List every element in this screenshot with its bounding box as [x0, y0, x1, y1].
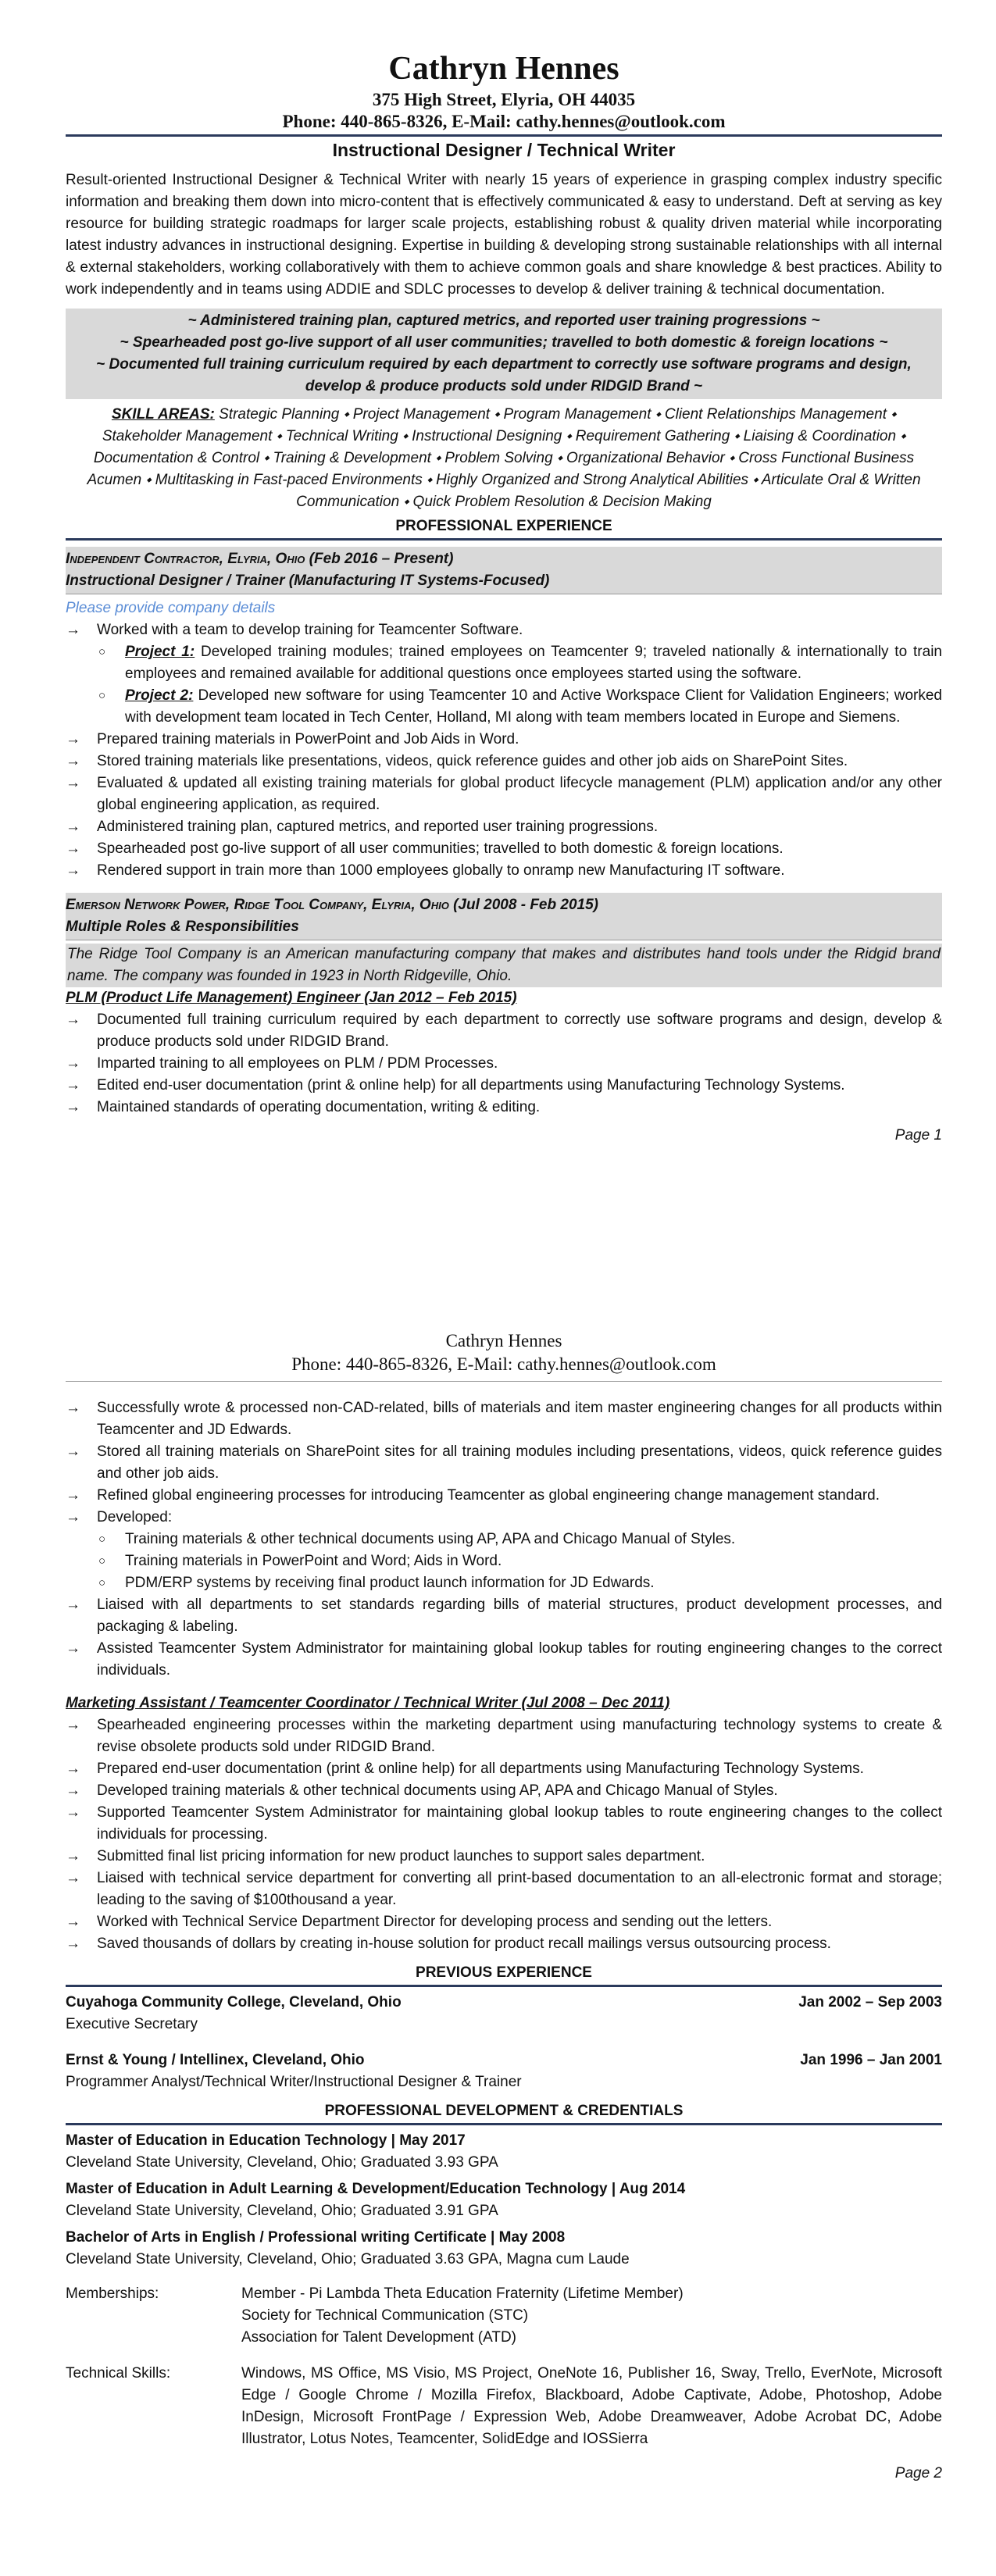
arrow-right-icon: → [66, 1487, 80, 1504]
previous-job [66, 1992, 942, 2035]
highlight: ~ Administered training plan, captured metrics, and reported user training progressions ~ [187, 312, 820, 329]
sub-role-title: PLM (Product Life Management) Engineer (Jan 2012 – Feb 2015) [66, 990, 517, 1006]
job-role: Multiple Roles & Responsibilities [66, 919, 299, 935]
resume-page-1 [66, 48, 942, 1147]
arrow-right-icon: → [66, 1804, 80, 1821]
degree: Master of Education in Education Technology | May 2017 [66, 2132, 466, 2149]
highlights-box [66, 309, 942, 399]
job-bullets [66, 619, 942, 641]
school: Cleveland State University, Cleveland, Ohio; Graduated 3.63 GPA, Magna cum Laude [66, 2251, 630, 2267]
section-heading-professional-experience: PROFESSIONAL EXPERIENCE [66, 516, 942, 541]
list-item: → Spearheaded engineering processes within the marketing department using manufacturing technology systems to create & revise obsolete products sold under RIDGID Brand. [66, 1714, 942, 1758]
arrow-right-icon: → [66, 1099, 80, 1115]
contact-line: Phone: 440-865-8326, E-Mail: cathy.hennes@outlook.com [66, 1353, 942, 1382]
technical-skills [66, 2363, 942, 2450]
arrow-right-icon: → [66, 1509, 80, 1525]
page-number: Page 1 [894, 1127, 942, 1144]
degree: Bachelor of Arts in English / Professional writing Certificate | May 2008 [66, 2229, 566, 2246]
arrow-right-icon: → [66, 1782, 80, 1799]
arrow-right-icon: → [66, 1077, 80, 1094]
list-item: → Successfully wrote & processed non-CAD-related, bills of materials and item master engineering changes for all products within Teamcenter and JD Edwards. [66, 1397, 942, 1441]
membership-item: Society for Technical Communication (STC) [241, 2307, 529, 2324]
arrow-right-icon: → [66, 1717, 80, 1733]
list-item: ○ Project 1: Developed training modules; trained employees on Teamcenter 9; traveled nationally & internationally to train employees and remained available for additional questions once employees started using the software. [66, 641, 942, 685]
list-item: → Prepared end-user documentation (print & online help) for all departments using Manufacturing Technology Systems. [66, 1758, 942, 1780]
arrow-right-icon: → [66, 1400, 80, 1416]
company-name: Emerson Network Power, Ridge Tool Company, Elyria, Ohio [66, 897, 449, 913]
candidate-name: Cathryn Hennes [388, 51, 619, 87]
degree: Master of Education in Adult Learning & Development/Education Technology | Aug 2014 [66, 2181, 686, 2197]
page-number: Page 2 [894, 2465, 942, 2481]
skills-text: Strategic Planning ⬩ Project Management ⬩ Program Management ⬩ Client Relationships Management ⬩ Stakeholder Management ⬩ Technical Writing ⬩ Instructional Designing ⬩ Requirement Gathering ⬩ Liaising & Coordination ⬩ Documentation & Control ⬩ Training & Development ⬩ Problem Solving ⬩ Organizational Behavior ⬩ Cross Functional Business Acumen ⬩ Multitasking in Fast-paced Environments ⬩ Highly Organized and Strong Analytical Abilities ⬩ Articulate Oral & Written Communication ⬩ Quick Problem Resolution & Decision Making [87, 406, 921, 510]
list-item: → Rendered support in train more than 1000 employees globally to onramp new Manufacturing IT software. [66, 860, 942, 882]
list-item: → Assisted Teamcenter System Administrator for maintaining global lookup tables for routing engineering changes to the correct individuals. [66, 1638, 942, 1682]
previous-title: Executive Secretary [66, 2016, 198, 2032]
address: 375 High Street, Elyria, OH 44035 [372, 90, 636, 109]
arrow-right-icon: → [66, 862, 80, 879]
previous-title: Programmer Analyst/Technical Writer/Instructional Designer & Trainer [66, 2074, 522, 2090]
arrow-right-icon: → [66, 731, 80, 747]
job-header [66, 547, 942, 594]
arrow-right-icon: → [66, 622, 80, 638]
arrow-right-icon: → [66, 1936, 80, 1952]
section-heading-development: PROFESSIONAL DEVELOPMENT & CREDENTIALS [66, 2101, 942, 2125]
list-item: → Prepared training materials in PowerPoint and Job Aids in Word. [66, 729, 942, 751]
membership-item: Member - Pi Lambda Theta Education Fraternity (Lifetime Member) [241, 2285, 684, 2302]
arrow-right-icon: → [66, 840, 80, 857]
arrow-right-icon: → [66, 753, 80, 769]
circle-outline-icon: ○ [98, 645, 106, 658]
list-item: → Edited end-user documentation (print & online help) for all departments using Manufacturing Technology Systems. [66, 1075, 942, 1097]
skills-label: SKILL AREAS: [111, 406, 215, 423]
summary: Result-oriented Instructional Designer & Technical Writer with nearly 15 years of experience in grasping complex industry specific information and breaking them down into micro-content that is effectively communicated & easy to understand. Deft at serving as key resource for building strategic roadmaps for larger scale projects, establishing robust & quality driven material while incorporating latest industry advances in instructional designing. Expertise in building & developing strong sustainable relationships with all internal & external stakeholders, working collaboratively with them to achieve common goals and share knowledge & best practices. Ability to work independently and in teams using ADDIE and SDLC processes to develop & deliver training & technical documentation. [66, 172, 942, 298]
list-item: → Submitted final list pricing information for new product launches to support sales department. [66, 1846, 942, 1868]
arrow-right-icon: → [66, 1011, 80, 1028]
developed-sublist [66, 1529, 942, 1594]
highlight: ~ Documented full training curriculum required by each department to correctly use software programs and design, develop & produce products sold under RIDGID Brand ~ [96, 356, 912, 394]
previous-job [66, 2050, 942, 2093]
education-entry [66, 2130, 942, 2174]
section-heading-previous-experience: PREVIOUS EXPERIENCE [66, 1963, 942, 1987]
candidate-name: Cathryn Hennes [445, 1331, 562, 1350]
technical-skills-label: Technical Skills: [66, 2365, 171, 2382]
education-entry [66, 2178, 942, 2222]
list-item: → Supported Teamcenter System Administrator for maintaining global lookup tables to route engineering changes to the collect individuals for processing. [66, 1802, 942, 1846]
list-item: ○ Training materials & other technical documents using AP, APA and Chicago Manual of Styles. [66, 1529, 942, 1550]
resume-page-2 [66, 1329, 942, 2485]
job-bullets [66, 1594, 942, 1682]
list-item: → Refined global engineering processes for introducing Teamcenter as global engineering change management standard. [66, 1485, 942, 1507]
technical-skills-list: Windows, MS Office, MS Visio, MS Project, OneNote 16, Publisher 16, Sway, Trello, EverNote, Microsoft Edge / Google Chrome / Mozilla Firefox, Blackboard, Adobe Captivate, Adobe, Photoshop, Adobe InDesign, Microsoft FrontPage / Expression Web, Adobe Dreamweaver, Adobe Acrobat DC, Adobe Illustrator, Lotus Notes, Teamcenter, SolidEdge and IOSSierra [241, 2365, 942, 2447]
list-item: → Imparted training to all employees on PLM / PDM Processes. [66, 1053, 942, 1075]
list-item: → Worked with a team to develop training for Teamcenter Software. [66, 619, 942, 641]
arrow-right-icon: → [66, 1870, 80, 1886]
list-item: → Saved thousands of dollars by creating in-house solution for product recall mailings versus outsourcing process. [66, 1933, 942, 1955]
company-description: The Ridge Tool Company is an American manufacturing company that makes and distributes hand tools under the Ridgid brand name. The company was founded in 1923 in North Ridgeville, Ohio. [66, 944, 942, 987]
job-bullets [66, 1397, 942, 1529]
list-item: ○ Training materials in PowerPoint and Word; Aids in Word. [66, 1550, 942, 1572]
job-dates: (Feb 2016 – Present) [305, 551, 454, 567]
education-entry [66, 2227, 942, 2271]
arrow-right-icon: → [66, 1443, 80, 1460]
list-item: → Stored training materials like presentations, videos, quick reference guides and other job aids on SharePoint Sites. [66, 751, 942, 772]
arrow-right-icon: → [66, 1640, 80, 1657]
job-role: Instructional Designer / Trainer (Manufacturing IT Systems-Focused) [66, 573, 550, 589]
circle-outline-icon: ○ [98, 1576, 106, 1589]
circle-outline-icon: ○ [98, 689, 106, 702]
previous-org: Ernst & Young / Intellinex, Cleveland, Ohio [66, 2052, 365, 2068]
school: Cleveland State University, Cleveland, Ohio; Graduated 3.91 GPA [66, 2203, 498, 2219]
arrow-right-icon: → [66, 1055, 80, 1072]
list-item: ○ PDM/ERP systems by receiving final product launch information for JD Edwards. [66, 1572, 942, 1594]
list-item: → Documented full training curriculum required by each department to correctly use software programs and design, develop & produce products sold under RIDGID Brand. [66, 1009, 942, 1053]
list-item: → Worked with Technical Service Department Director for developing process and sending out the letters. [66, 1911, 942, 1933]
job-header [66, 893, 942, 940]
skill-areas [66, 404, 942, 513]
list-item: → Liaised with technical service department for converting all print-based documentation to an all-electronic format and storage; leading to the saving of $100thousand a year. [66, 1868, 942, 1911]
list-item: → Administered training plan, captured metrics, and reported user training progressions. [66, 816, 942, 838]
memberships [66, 2283, 942, 2349]
list-item: → Developed training materials & other technical documents using AP, APA and Chicago Manual of Styles. [66, 1780, 942, 1802]
list-item: → Spearheaded post go-live support of all user communities; travelled to both domestic & foreign locations. [66, 838, 942, 860]
circle-outline-icon: ○ [98, 1532, 106, 1546]
job-bullets [66, 729, 942, 882]
previous-dates: Jan 2002 – Sep 2003 [798, 1994, 942, 2010]
list-item: → Evaluated & updated all existing training materials for global product lifecycle management (PLM) application and/or any other global engineering application, as required. [66, 772, 942, 816]
highlight: ~ Spearheaded post go-live support of all user communities; travelled to both domestic & foreign locations ~ [120, 334, 888, 351]
arrow-right-icon: → [66, 1761, 80, 1777]
list-item: → Maintained standards of operating documentation, writing & editing. [66, 1097, 942, 1119]
membership-item: Association for Talent Development (ATD) [241, 2329, 517, 2346]
arrow-right-icon: → [66, 1597, 80, 1613]
job-dates: (Jul 2008 - Feb 2015) [448, 897, 598, 913]
job-bullets [66, 1714, 942, 1955]
list-item: ○ Project 2: Developed new software for using Teamcenter 10 and Active Workspace Client for Validation Engineers; worked with development team located in Tech Center, Holland, MI along with team members located in Europe and Siemens. [66, 685, 942, 729]
list-item: → Liaised with all departments to set standards regarding bills of material structures, product development processes, and packaging & labeling. [66, 1594, 942, 1638]
arrow-right-icon: → [66, 1914, 80, 1930]
contact-line: Phone: 440-865-8326, E-Mail: cathy.hennes@outlook.com [66, 111, 942, 137]
project-list [66, 641, 942, 729]
sub-role-title: Marketing Assistant / Teamcenter Coordinator / Technical Writer (Jul 2008 – Dec 2011) [66, 1695, 670, 1711]
arrow-right-icon: → [66, 1848, 80, 1864]
circle-outline-icon: ○ [98, 1554, 106, 1568]
headline: Instructional Designer / Technical Writer [332, 140, 676, 160]
previous-org: Cuyahoga Community College, Cleveland, Ohio [66, 1994, 402, 2010]
job-bullets [66, 1009, 942, 1119]
previous-dates: Jan 1996 – Jan 2001 [800, 2052, 942, 2068]
arrow-right-icon: → [66, 819, 80, 835]
arrow-right-icon: → [66, 775, 80, 791]
company-details-note: Please provide company details [66, 600, 276, 616]
school: Cleveland State University, Cleveland, Ohio; Graduated 3.93 GPA [66, 2154, 498, 2171]
memberships-label: Memberships: [66, 2285, 159, 2302]
company-name: Independent Contractor, Elyria, Ohio [66, 551, 305, 567]
list-item: → Developed: [66, 1507, 942, 1529]
list-item: → Stored all training materials on SharePoint sites for all training modules including presentations, videos, quick reference guides and other job aids. [66, 1441, 942, 1485]
